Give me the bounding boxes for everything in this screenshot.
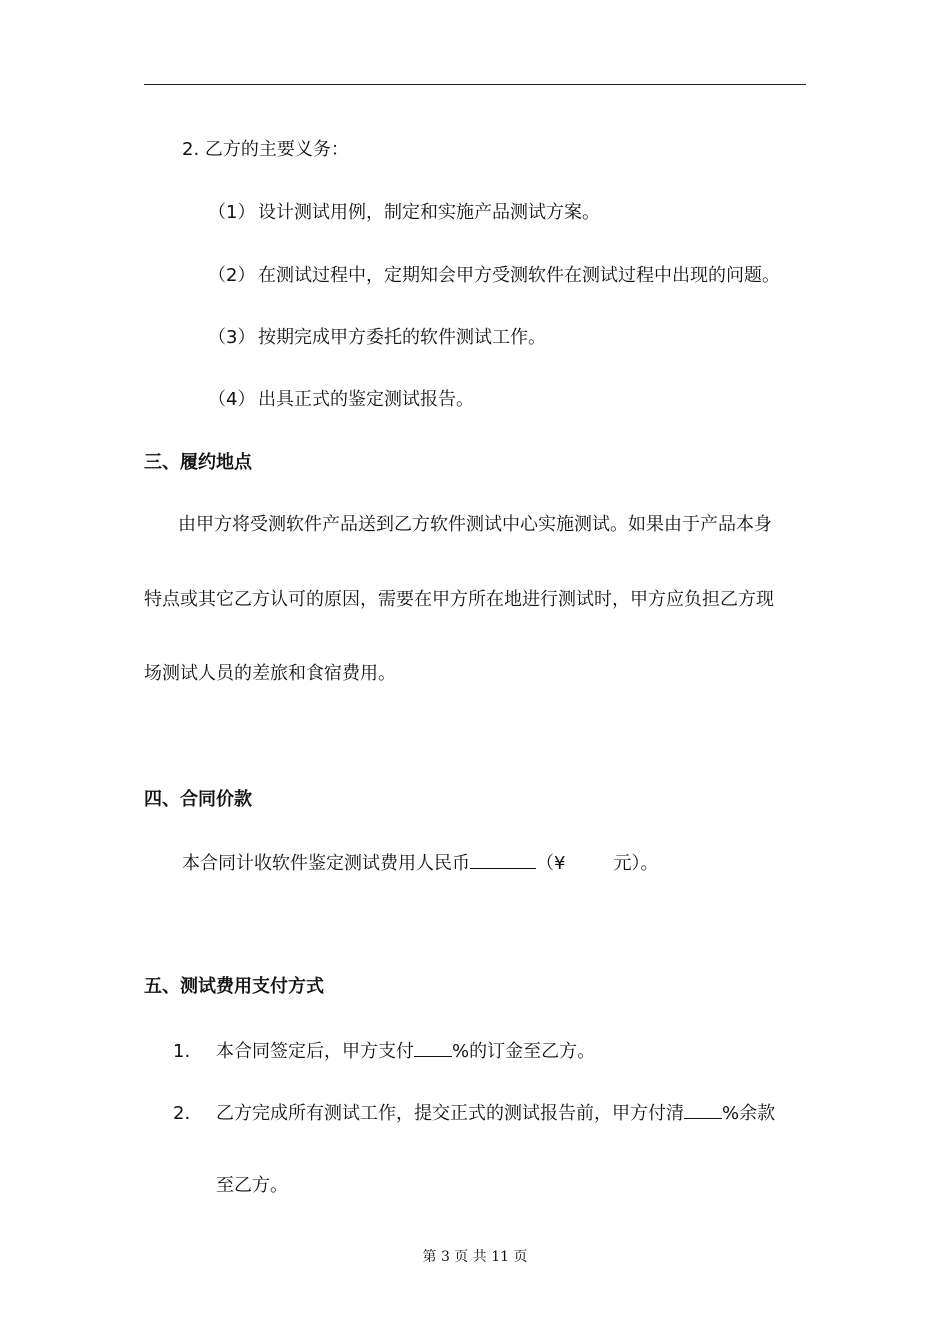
payment-item-1 [173, 1038, 595, 1064]
item-number: （1） [208, 202, 256, 223]
section-3-line-2: 特点或其它乙方认可的原因，需要在甲方所在地进行测试时，甲方应负担乙方现 [144, 589, 774, 610]
item-text-end: %余款 [722, 1103, 776, 1124]
payment-item-2-continued: 至乙方。 [216, 1175, 288, 1196]
item-number: （2） [208, 265, 256, 286]
item-text: 设计测试用例，制定和实施产品测试方案。 [258, 202, 600, 223]
item-number: 2. [173, 1103, 191, 1124]
yuan-close: 元）。 [613, 853, 659, 874]
item-number: （3） [208, 327, 256, 348]
item-text: 出具正式的鉴定测试报告。 [258, 389, 474, 410]
contract-price-line [182, 850, 658, 876]
section-4-heading: 四、合同价款 [144, 789, 252, 810]
section-2-heading: 2. 乙方的主要义务： [182, 139, 349, 160]
item-text: 本合同签定后，甲方支付 [216, 1041, 414, 1062]
section-3-line-3: 场测试人员的差旅和食宿费用。 [144, 663, 396, 684]
item-text: 按期完成甲方委托的软件测试工作。 [258, 327, 546, 348]
yuan-open: （¥ [536, 853, 566, 874]
section-3-heading: 三、履约地点 [144, 452, 252, 473]
header-rule [144, 84, 806, 85]
deposit-blank [414, 1038, 452, 1057]
item-number: （4） [208, 389, 256, 410]
section-3-line-1: 由甲方将受测软件产品送到乙方软件测试中心实施测试。如果由于产品本身 [178, 514, 772, 535]
obligation-item-3 [208, 326, 546, 350]
obligation-item-2 [208, 264, 780, 288]
balance-blank [684, 1100, 722, 1119]
page-footer: 第 3 页 共 11 页 [422, 1249, 528, 1265]
price-text: 本合同计收软件鉴定测试费用人民币 [182, 853, 470, 874]
item-text-end: %的订金至乙方。 [452, 1041, 596, 1062]
payment-item-2 [173, 1100, 775, 1126]
obligation-item-1 [208, 201, 600, 225]
section-5-heading: 五、测试费用支付方式 [144, 976, 324, 997]
price-blank [470, 850, 536, 869]
item-number: 1. [173, 1041, 191, 1062]
item-text: 在测试过程中，定期知会甲方受测软件在测试过程中出现的问题。 [258, 265, 780, 286]
obligation-item-4 [208, 388, 474, 412]
item-text: 乙方完成所有测试工作，提交正式的测试报告前，甲方付清 [216, 1103, 684, 1124]
